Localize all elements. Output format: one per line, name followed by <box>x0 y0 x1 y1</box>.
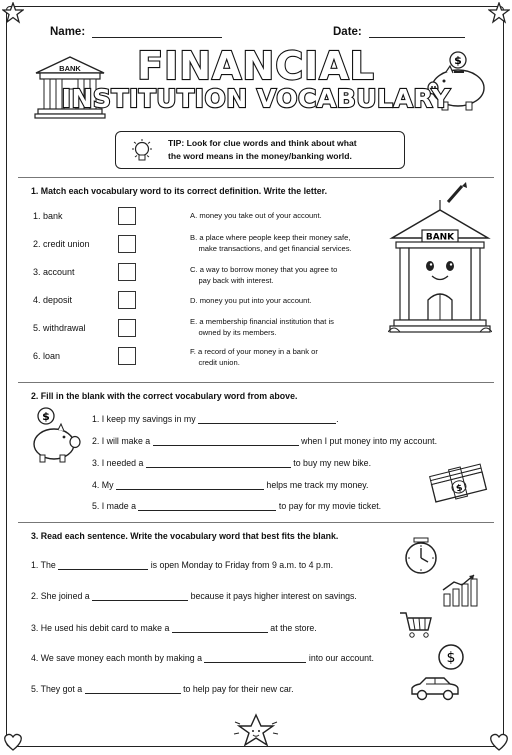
answer-box[interactable] <box>118 235 136 253</box>
growth-chart-icon <box>440 572 480 608</box>
vocab-word-bank: 1. bank <box>33 211 63 221</box>
answer-box[interactable] <box>118 207 136 225</box>
date-label: Date: <box>333 26 362 38</box>
smiling-star-icon <box>232 712 280 748</box>
svg-text:$: $ <box>454 54 462 67</box>
heart-icon <box>2 731 24 753</box>
shopping-cart-icon <box>398 610 434 640</box>
definition-d: D. money you put into your account. <box>190 296 312 305</box>
vocab-word-loan: 6. loan <box>33 351 61 361</box>
blank-line[interactable] <box>116 489 264 490</box>
lightbulb-icon <box>128 137 156 165</box>
svg-text:$: $ <box>42 410 50 423</box>
definition-f: F. a record of your money in a bank or credit union. <box>190 347 318 367</box>
answer-box[interactable] <box>118 291 136 309</box>
money-stack-icon <box>426 462 490 504</box>
blank-line[interactable] <box>204 662 306 663</box>
svg-text:$: $ <box>446 650 456 666</box>
fib-4-text: 4. My <box>92 480 114 490</box>
vocab-word-credit-union: 2. credit union <box>33 239 90 249</box>
vocab-word-deposit: 4. deposit <box>33 295 73 305</box>
tip-box <box>115 131 405 169</box>
clock-icon <box>403 537 439 575</box>
sentence-5-text: 5. They got a <box>31 684 83 694</box>
fib-3-text: 3. I needed a <box>92 458 144 468</box>
star-icon <box>2 2 24 24</box>
section-divider <box>18 177 494 178</box>
tip-line-1: TIP: Look for clue words and think about what <box>168 138 357 148</box>
answer-box[interactable] <box>118 347 136 365</box>
sentence-3-text: 3. He used his debit card to make a <box>31 623 170 633</box>
name-field[interactable] <box>92 37 222 38</box>
svg-text:$: $ <box>455 483 464 495</box>
title-line-2: INSTITUTION VOCABULARY <box>61 84 451 113</box>
fib-2-text: 2. I will make a <box>92 436 151 446</box>
vocab-word-withdrawal: 5. withdrawal <box>33 323 86 333</box>
definition-e: E. a membership financial institution that is owned by its members. <box>190 317 334 337</box>
blank-line[interactable] <box>153 445 299 446</box>
fib-5-text: 5. I made a <box>92 501 137 511</box>
piggy-bank-icon <box>28 406 84 464</box>
tip-line-2: the word means in the money/banking world. <box>168 151 352 161</box>
blank-line[interactable] <box>146 467 291 468</box>
section-divider <box>18 522 494 523</box>
section-divider <box>18 382 494 383</box>
cartoon-bank-icon <box>388 180 492 340</box>
fib-1-text: 1. I keep my savings in my <box>92 414 196 424</box>
sentence-4-text: 4. We save money each month by making a <box>31 653 202 663</box>
star-icon <box>488 2 510 24</box>
section-1-heading: 1. Match each vocabulary word to its correct definition. Write the letter. <box>31 186 328 196</box>
name-label: Name: <box>50 26 86 38</box>
car-icon <box>408 674 462 704</box>
blank-line[interactable] <box>92 600 188 601</box>
blank-line[interactable] <box>85 693 181 694</box>
definition-b: B. a place where people keep their money safe, make transactions, and get financial services. <box>190 233 352 253</box>
blank-line[interactable] <box>172 632 268 633</box>
answer-box[interactable] <box>118 263 136 281</box>
definition-a: A. money you take out of your account. <box>190 211 322 220</box>
blank-line[interactable] <box>138 510 276 511</box>
section-3-heading: 3. Read each sentence. Write the vocabulary word that best fits the blank. <box>31 531 339 541</box>
blank-line[interactable] <box>58 569 148 570</box>
date-field[interactable] <box>369 37 465 38</box>
vocab-word-account: 3. account <box>33 267 75 277</box>
definition-c: C. a way to borrow money that you agree to pay back with interest. <box>190 265 338 285</box>
sentence-2-text: 2. She joined a <box>31 591 90 601</box>
blank-line[interactable] <box>198 423 336 424</box>
answer-box[interactable] <box>118 319 136 337</box>
heart-icon <box>488 731 510 753</box>
section-2-heading: 2. Fill in the blank with the correct vocabulary word from above. <box>31 391 298 401</box>
sentence-1-text: 1. The <box>31 560 56 570</box>
title-line-1: FINANCIAL <box>137 44 375 88</box>
dollar-coin-icon <box>437 643 465 671</box>
bank-sign-label: BANK <box>59 64 81 73</box>
svg-text:BANK: BANK <box>425 232 455 243</box>
